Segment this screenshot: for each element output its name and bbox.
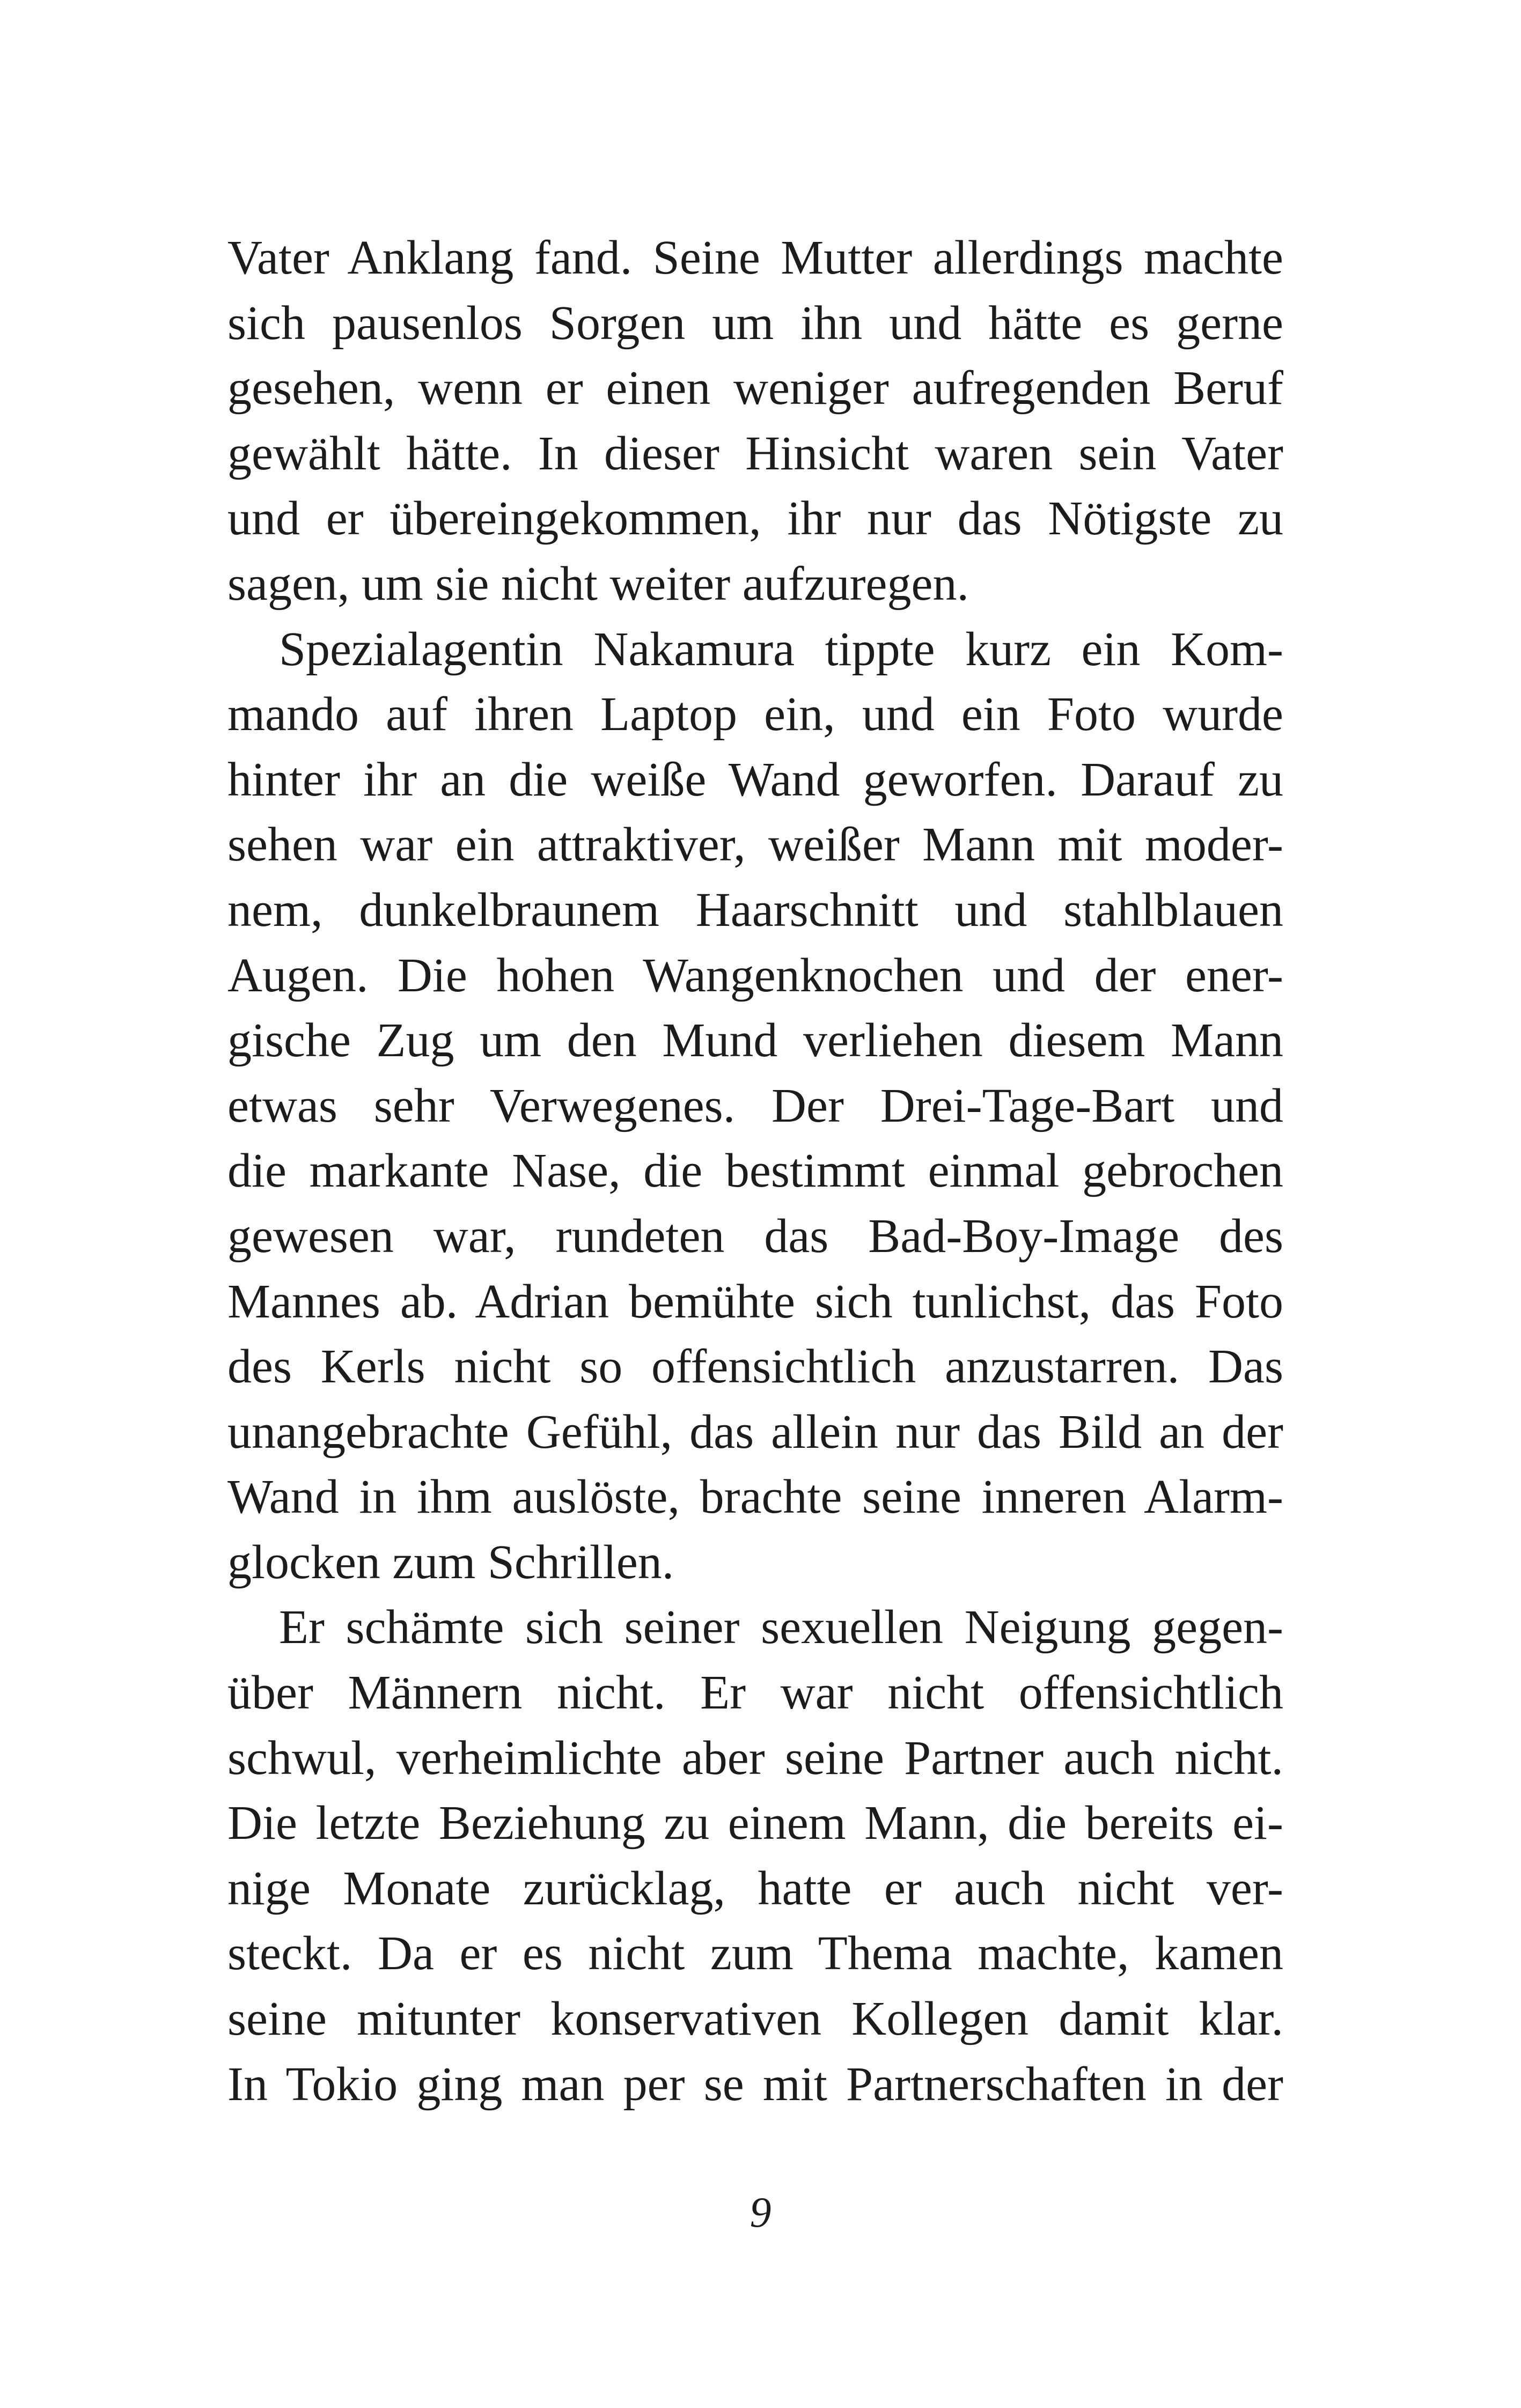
text-line: Spezialagentin Nakamura tippte kurz ein Kom- xyxy=(279,622,1283,676)
text-line: unangebrachte Gefühl, das allein nur das Bild an der xyxy=(227,1405,1283,1459)
text-line: über Männern nicht. Er war nicht offensichtlich xyxy=(227,1666,1283,1720)
text-line: seine mitunter konservativen Kollegen damit klar. xyxy=(227,1992,1283,2046)
text-line: In Tokio ging man per se mit Partnerschaften in der xyxy=(227,2057,1283,2111)
text-line: sehen war ein attraktiver, weißer Mann mit moder- xyxy=(227,818,1283,872)
paragraph xyxy=(227,225,1283,617)
text-line: steckt. Da er es nicht zum Thema machte, kamen xyxy=(227,1927,1283,1980)
text-line: mando auf ihren Laptop ein, und ein Foto wurde xyxy=(227,688,1283,741)
text-line: gesehen, wenn er einen weniger aufregenden Beruf xyxy=(227,362,1283,415)
text-line: nem, dunkelbraunem Haarschnitt und stahlblauen xyxy=(227,883,1283,937)
text-line: Vater Anklang fand. Seine Mutter allerdings machte xyxy=(227,231,1283,284)
body-text xyxy=(227,225,1283,2117)
text-line: schwul, verheimlichte aber seine Partner auch nicht. xyxy=(227,1731,1283,1785)
text-line: nige Monate zurücklag, hatte er auch nicht ver- xyxy=(227,1861,1283,1915)
text-line: gewesen war, rundeten das Bad-Boy-Image des xyxy=(227,1209,1283,1263)
text-line: hinter ihr an die weiße Wand geworfen. Darauf zu xyxy=(227,753,1283,806)
text-line: Er schämte sich seiner sexuellen Neigung gegen- xyxy=(279,1601,1283,1654)
paragraph xyxy=(227,617,1283,1595)
text-line: sagen, um sie nicht weiter aufzuregen. xyxy=(227,557,969,610)
page-number: 9 xyxy=(750,2189,771,2236)
paragraph xyxy=(227,1595,1283,2117)
text-line: sich pausenlos Sorgen um ihn und hätte es gerne xyxy=(227,296,1283,350)
text-line: Mannes ab. Adrian bemühte sich tunlichst, das Foto xyxy=(227,1275,1283,1328)
text-line: gewählt hätte. In dieser Hinsicht waren sein Vater xyxy=(227,426,1283,480)
text-line: Wand in ihm auslöste, brachte seine inneren Alarm- xyxy=(227,1470,1283,1524)
text-line: Die letzte Beziehung zu einem Mann, die bereits ei- xyxy=(227,1796,1283,1850)
text-line: glocken zum Schrillen. xyxy=(227,1535,674,1589)
text-line: die markante Nase, die bestimmt einmal gebrochen xyxy=(227,1144,1283,1198)
text-line: des Kerls nicht so offensichtlich anzustarren. Das xyxy=(227,1340,1283,1394)
text-line: Augen. Die hohen Wangenknochen und der ener- xyxy=(227,948,1283,1002)
text-line: gische Zug um den Mund verliehen diesem Mann xyxy=(227,1014,1283,1067)
text-line: und er übereingekommen, ihr nur das Nötigste zu xyxy=(227,492,1283,546)
text-line: etwas sehr Verwegenes. Der Drei-Tage-Bart und xyxy=(227,1079,1283,1132)
